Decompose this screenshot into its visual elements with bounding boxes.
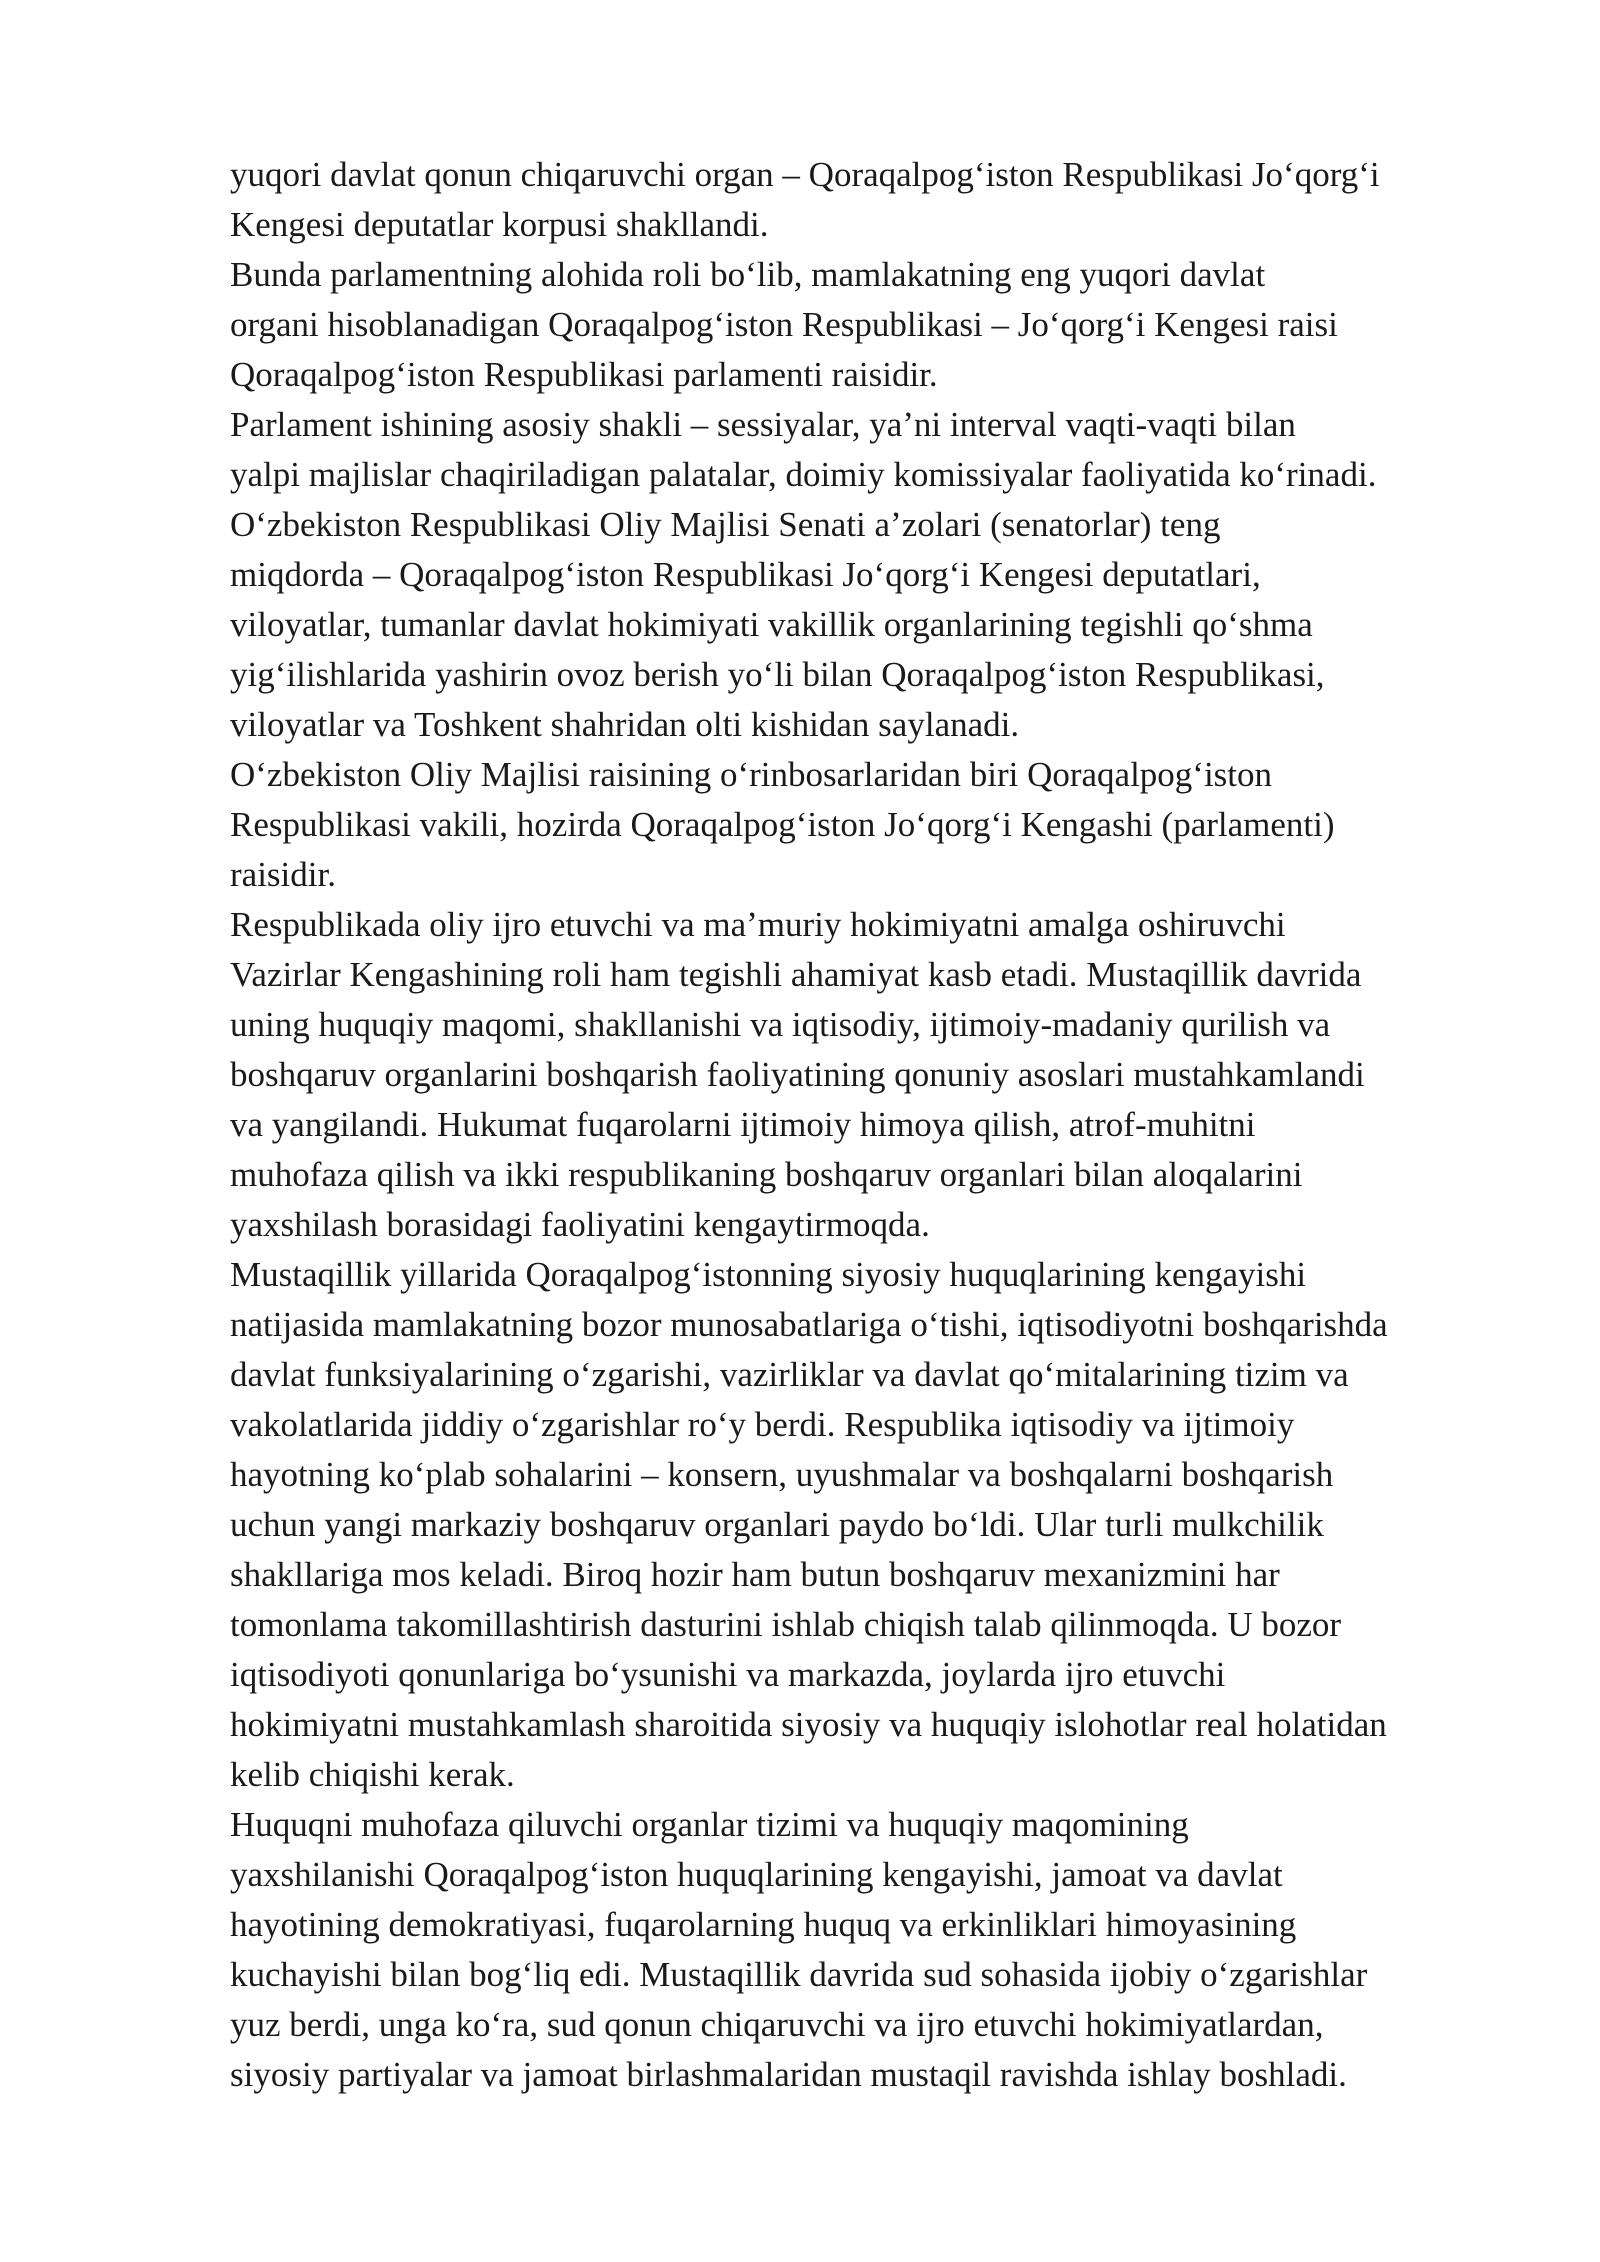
text-line: tomonlama takomillashtirish dasturini ishlab chiqish talab qilinmoqda. U bozor bbox=[230, 1605, 1342, 1644]
text-line: muhofaza qilish va ikki respublikaning boshqaruv organlari bilan aloqalarini bbox=[230, 1155, 1303, 1194]
text-line: yaxshilanishi Qoraqalpogʻiston huquqlarining kengayishi, jamoat va davlat bbox=[230, 1855, 1283, 1894]
text-line: siyosiy partiyalar va jamoat birlashmalaridan mustaqil ravishda ishlay boshladi. bbox=[230, 2055, 1347, 2094]
text-line: Kengesi deputatlar korpusi shakllandi. bbox=[230, 205, 769, 244]
text-line: Mustaqillik yillarida Qoraqalpogʻistonning siyosiy huquqlarining kengayishi bbox=[230, 1255, 1307, 1294]
text-line: kelib chiqishi kerak. bbox=[230, 1755, 515, 1794]
text-line: uchun yangi markaziy boshqaruv organlari paydo boʻldi. Ular turli mulkchilik bbox=[230, 1505, 1324, 1544]
text-line: Oʻzbekiston Respublikasi Oliy Majlisi Senati aʼzolari (senatorlar) teng bbox=[230, 505, 1221, 544]
text-line: Huquqni muhofaza qiluvchi organlar tizimi va huquqiy maqomining bbox=[230, 1805, 1189, 1844]
text-line: raisidir. bbox=[230, 855, 336, 894]
text-line: Bunda parlamentning alohida roli boʻlib, mamlakatning eng yuqori davlat bbox=[230, 255, 1266, 294]
text-line: natijasida mamlakatning bozor munosabatlariga oʻtishi, iqtisodiyotni boshqarishda bbox=[230, 1305, 1388, 1344]
text-line: uning huquqiy maqomi, shakllanishi va iqtisodiy, ijtimoiy-madaniy qurilish va bbox=[230, 1005, 1331, 1044]
text-line: Oʻzbekiston Oliy Majlisi raisining oʻrinbosarlaridan biri Qoraqalpogʻiston bbox=[230, 755, 1273, 794]
text-line: davlat funksiyalarining oʻzgarishi, vazirliklar va davlat qoʻmitalarining tizim va bbox=[230, 1355, 1349, 1394]
text-line: Vazirlar Kengashining roli ham tegishli ahamiyat kasb etadi. Mustaqillik davrida bbox=[230, 955, 1362, 994]
text-line: hokimiyatni mustahkamlash sharoitida siyosiy va huquqiy islohotlar real holatidan bbox=[230, 1705, 1387, 1744]
text-line: Respublikasi vakili, hozirda Qoraqalpogʻiston Joʻqorgʻi Kengashi (parlamenti) bbox=[230, 805, 1335, 844]
text-line: iqtisodiyoti qonunlariga boʻysunishi va markazda, joylarda ijro etuvchi bbox=[230, 1655, 1226, 1694]
text-line: yalpi majlislar chaqiriladigan palatalar, doimiy komissiyalar faoliyatida koʻrinadi. bbox=[230, 455, 1377, 494]
document-body bbox=[230, 150, 1530, 2100]
text-line: boshqaruv organlarini boshqarish faoliyatining qonuniy asoslari mustahkamlandi bbox=[230, 1055, 1365, 1094]
text-line: Qoraqalpogʻiston Respublikasi parlamenti raisidir. bbox=[230, 355, 938, 394]
text-line: organi hisoblanadigan Qoraqalpogʻiston Respublikasi – Joʻqorgʻi Kengesi raisi bbox=[230, 305, 1338, 344]
text-line: hayotning koʻplab sohalarini – konsern, uyushmalar va boshqalarni boshqarish bbox=[230, 1455, 1334, 1494]
text-line: kuchayishi bilan bogʻliq edi. Mustaqillik davrida sud sohasida ijobiy oʻzgarishlar bbox=[230, 1955, 1368, 1994]
text-line: hayotining demokratiyasi, fuqarolarning huquq va erkinliklari himoyasining bbox=[230, 1905, 1297, 1944]
text-line: yaxshilash borasidagi faoliyatini kengaytirmoqda. bbox=[230, 1205, 930, 1244]
text-line: viloyatlar va Toshkent shahridan olti kishidan saylanadi. bbox=[230, 705, 1020, 744]
text-line: viloyatlar, tumanlar davlat hokimiyati vakillik organlarining tegishli qoʻshma bbox=[230, 605, 1313, 644]
text-line: vakolatlarida jiddiy oʻzgarishlar roʻy berdi. Respublika iqtisodiy va ijtimoiy bbox=[230, 1405, 1295, 1444]
text-line: shakllariga mos keladi. Biroq hozir ham butun boshqaruv mexanizmini har bbox=[230, 1555, 1280, 1594]
text-line: Parlament ishining asosiy shakli – sessiyalar, yaʼni interval vaqti-vaqti bilan bbox=[230, 405, 1296, 444]
text-line: va yangilandi. Hukumat fuqarolarni ijtimoiy himoya qilish, atrof-muhitni bbox=[230, 1105, 1256, 1144]
text-line: yigʻilishlarida yashirin ovoz berish yoʻli bilan Qoraqalpogʻiston Respublikasi, bbox=[230, 655, 1325, 694]
text-line: yuz berdi, unga koʻra, sud qonun chiqaruvchi va ijro etuvchi hokimiyatlardan, bbox=[230, 2005, 1324, 2044]
text-line: miqdorda – Qoraqalpogʻiston Respublikasi Joʻqorgʻi Kengesi deputatlari, bbox=[230, 555, 1261, 594]
text-line: yuqori davlat qonun chiqaruvchi organ – Qoraqalpogʻiston Respublikasi Joʻqorgʻi bbox=[230, 155, 1380, 194]
text-line: Respublikada oliy ijro etuvchi va maʼmuriy hokimiyatni amalga oshiruvchi bbox=[230, 905, 1286, 944]
